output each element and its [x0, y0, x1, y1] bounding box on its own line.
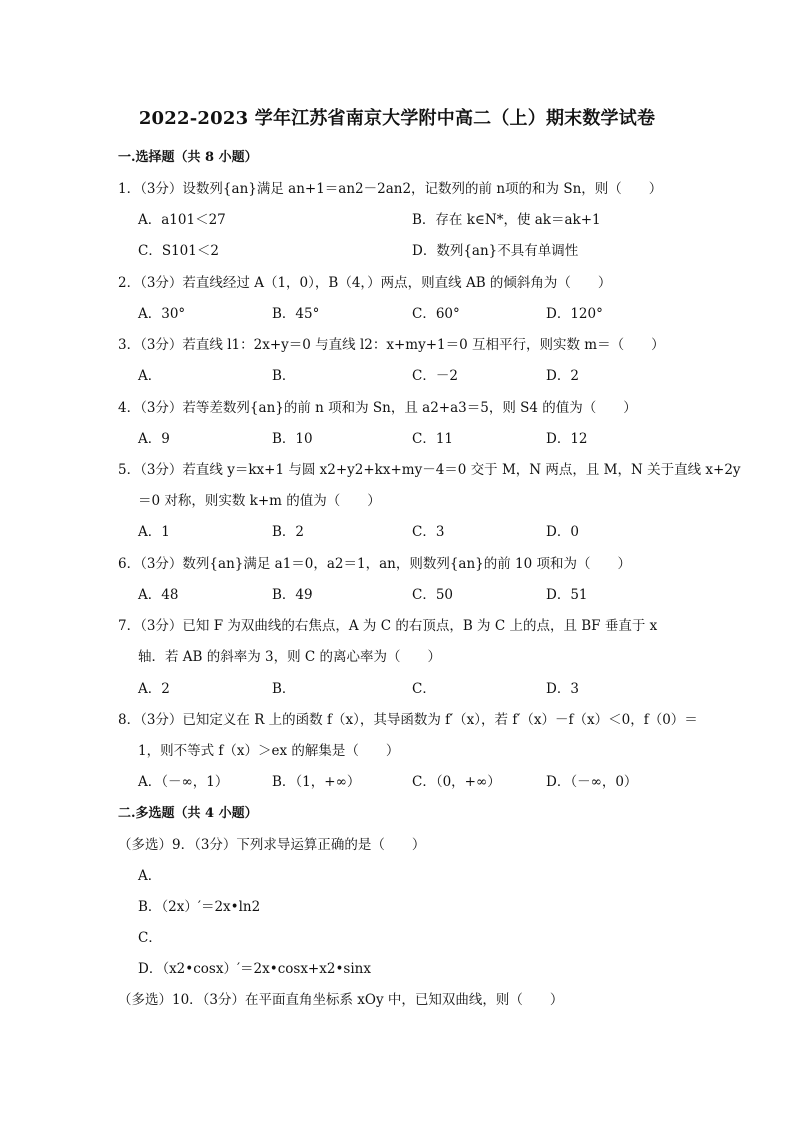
question-3-option-b: B．: [272, 368, 296, 384]
question-3-option-a: A．: [138, 368, 162, 384]
question-8-option-c: C．（0，+∞）: [412, 774, 501, 790]
question-5-option-d: D．0: [546, 524, 579, 540]
question-9-option-d: D．（x2•cosx）′＝2x•cosx+x2•sinx: [138, 961, 371, 977]
question-7-option-a: A．2: [138, 681, 170, 697]
question-8-option-d: D．（－∞，0）: [546, 774, 638, 790]
question-8-option-b: B．（1，+∞）: [272, 774, 361, 790]
question-4-option-c: C．11: [412, 431, 454, 447]
question-2-option-d: D．120°: [546, 306, 603, 322]
question-2-option-b: B．45°: [272, 306, 320, 322]
question-5-stem-line-2: ＝0 对称，则实数 k+m 的值为（ ）: [138, 493, 381, 509]
section-heading-multiple-choice: 二.多选题（共 4 小题）: [118, 806, 258, 821]
question-5-stem-line-1: 5．（3分）若直线 y＝kx+1 与圆 x2+y2+kx+my－4＝0 交于 M，N 两点，且 M，N 关于直线 x+2y: [118, 462, 741, 478]
question-4-stem: 4．（3分）若等差数列{an}的前 n 项和为 Sn，且 a2+a3＝5，则 S4 的值为（ ）: [118, 400, 637, 416]
question-9-option-a: A．: [138, 868, 162, 884]
question-10-stem: （多选）10．（3分）在平面直角坐标系 xOy 中，已知双曲线，则（ ）: [118, 992, 564, 1008]
question-3-option-c: C．－2: [412, 368, 458, 384]
question-7-option-c: C．: [412, 681, 436, 697]
question-7-stem-line-1: 7．（3分）已知 F 为双曲线的右焦点，A 为 C 的右顶点，B 为 C 上的点，且 BF 垂直于 x: [118, 618, 658, 634]
section-heading-single-choice: 一.选择题（共 8 小题）: [118, 150, 258, 165]
question-8-stem-line-2: 1，则不等式 f（x）＞ex 的解集是（ ）: [138, 743, 400, 759]
question-4-option-d: D．12: [546, 431, 588, 447]
question-9-option-c: C．: [138, 930, 162, 946]
question-2-option-c: C．60°: [412, 306, 460, 322]
question-6-option-d: D．51: [546, 587, 588, 603]
question-5-option-a: A．1: [138, 524, 170, 540]
question-3-option-d: D．2: [546, 368, 579, 384]
question-9-stem: （多选）9．（3分）下列求导运算正确的是（ ）: [118, 837, 426, 853]
question-4-option-b: B．10: [272, 431, 313, 447]
question-1-option-b: B．存在 k∈N*，使 ak＝ak+1: [412, 212, 601, 228]
question-5-option-b: B．2: [272, 524, 305, 540]
question-4-option-a: A．9: [138, 431, 170, 447]
question-7-stem-line-2: 轴．若 AB 的斜率为 3，则 C 的离心率为（ ）: [138, 649, 442, 665]
question-5-option-c: C．3: [412, 524, 445, 540]
question-1-stem: 1．（3分）设数列{an}满足 an+1＝an2－2an2，记数列的前 n项的和为 Sn，则（ ）: [118, 181, 663, 197]
question-2-option-a: A．30°: [138, 306, 186, 322]
question-1-option-a: A．a101＜27: [138, 212, 226, 228]
question-6-stem: 6．（3分）数列{an}满足 a1＝0，a2＝1，an，则数列{an}的前 10 项和为（ ）: [118, 556, 632, 572]
question-3-stem: 3．（3分）若直线 l1：2x+y＝0 与直线 l2：x+my+1＝0 互相平行，则实数 m＝（ ）: [118, 337, 665, 353]
question-6-option-c: C．50: [412, 587, 454, 603]
question-1-option-d: D．数列{an}不具有单调性: [412, 243, 579, 259]
question-7-option-b: B．: [272, 681, 296, 697]
question-2-stem: 2．（3分）若直线经过 A（1，0），B（4，）两点，则直线 AB 的倾斜角为（ ）: [118, 275, 612, 291]
question-9-option-b: B．（2x）′＝2x•ln2: [138, 899, 261, 915]
page-title: 2022-2023 学年江苏省南京大学附中高二（上）期末数学试卷: [138, 108, 656, 129]
question-8-stem-line-1: 8．（3分）已知定义在 R 上的函数 f（x），其导函数为 f′（x），若 f′（x）－f（x）＜0，f（0）＝: [118, 712, 698, 728]
question-7-option-d: D．3: [546, 681, 579, 697]
question-6-option-b: B．49: [272, 587, 313, 603]
question-1-option-c: C．S101＜2: [138, 243, 219, 259]
question-8-option-a: A．（－∞，1）: [138, 774, 229, 790]
question-6-option-a: A．48: [138, 587, 179, 603]
